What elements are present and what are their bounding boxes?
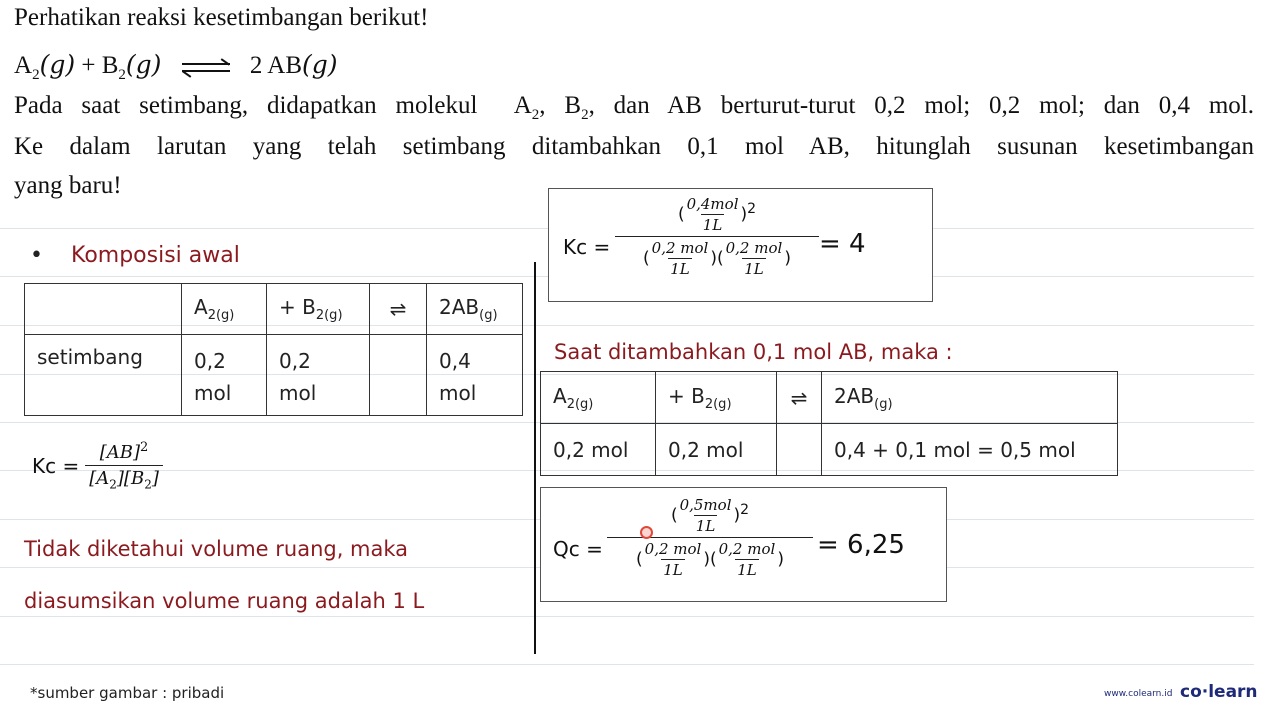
cursor-dot-icon: [640, 526, 653, 539]
question-line-3: yang baru!: [14, 172, 122, 199]
added-heading: Saat ditambahkan 0,1 mol AB, maka :: [554, 340, 953, 364]
table-header-row: [25, 284, 523, 335]
equilibrium-arrow-icon: ⇌: [389, 297, 407, 321]
table-cell: $2AB_{(g)}$: [427, 284, 523, 335]
kc-fraction: ( $\frac{\text{0,4mol}}{1L}$ )$^2$ ( $\frac{\text{0,2 mol}}{1L}$ )( $\frac{\text{0,2 mol}}{1L}$ ): [615, 195, 819, 278]
table-cell: 0,2 mol: [656, 424, 777, 476]
plus-sign: +: [81, 52, 96, 79]
table-cell: 0,2 mol: [267, 335, 370, 416]
table-cell: + $B_{2(g)}$: [267, 284, 370, 335]
question-intro: Perhatikan reaksi kesetimbangan berikut!: [14, 4, 429, 31]
kc-expression: Kc = $\frac{[AB]^2}{[A_2][B_2]}$: [32, 440, 163, 492]
table-cell: $A_{2(g)}$: [541, 372, 656, 424]
table-row: [25, 335, 523, 416]
table-row: [541, 424, 1118, 476]
table-cell: $A_{2(g)}$: [182, 284, 267, 335]
composition-heading: • Komposisi awal: [30, 243, 240, 268]
table-cell: [370, 335, 427, 416]
table-header-row: [541, 372, 1118, 424]
qc-fraction: ( $\frac{\text{0,5mol}}{1L}$ )$^2$ ( $\frac{\text{0,2 mol}}{1L}$ )( $\frac{\text{0,2 mol}}{1L}$ ): [607, 496, 813, 579]
table-cell: 0,4 + 0,1 mol = 0,5 mol: [822, 424, 1118, 476]
table-cell: 0,2 mol: [182, 335, 267, 416]
table-cell: 0,2 mol: [541, 424, 656, 476]
source-note: *sumber gambar : pribadi: [30, 684, 225, 702]
qc-label: Qc =: [553, 537, 603, 561]
volume-note-line-1: Tidak diketahui volume ruang, maka: [24, 537, 409, 561]
volume-note-line-2: diasumsikan volume ruang adalah 1 L: [24, 589, 425, 613]
table-cell: [25, 284, 182, 335]
question-line-1: Pada saat setimbang, didapatkan molekul $A_2$, $B_2$, dan AB berturut-turut 0,2 mol; 0,2 mol; dan 0,4 mol.: [14, 92, 1254, 123]
product-ab: 2 AB(g): [249, 50, 338, 79]
table-cell: setimbang: [25, 335, 182, 416]
question-line-2: Ke dalam larutan yang telah setimbang ditambahkan 0,1 mol AB, hitunglah susunan kesetimbangan: [14, 133, 1254, 160]
ruled-line: [0, 616, 1254, 617]
reaction-equation: [14, 50, 338, 84]
table-cell: + $B_{2(g)}$: [656, 372, 777, 424]
brand-logo: co·learn: [1180, 682, 1258, 702]
kc-result: = 4: [819, 229, 866, 259]
equilibrium-arrow-icon: ⇌: [790, 385, 808, 410]
table-cell: 0,4 mol: [427, 335, 523, 416]
new-composition-table: [540, 371, 1118, 476]
ruled-line: [0, 664, 1254, 665]
initial-composition-table: [24, 283, 523, 416]
table-cell: [777, 372, 822, 424]
reactant-a: $A_2(g)$: [14, 50, 76, 83]
table-cell: [777, 424, 822, 476]
kc-label: Kc =: [563, 235, 611, 259]
reactant-b: $B_2(g)$: [101, 50, 162, 83]
table-cell: $2AB_{(g)}$: [822, 372, 1118, 424]
equilibrium-arrow-icon: [182, 60, 230, 74]
kc-calculation-box: [548, 188, 933, 302]
footer-site: www.colearn.id: [1104, 689, 1173, 699]
qc-calculation-box: [540, 487, 947, 602]
qc-result: = 6,25: [817, 530, 905, 560]
table-cell: [370, 284, 427, 335]
column-divider: [534, 262, 536, 654]
